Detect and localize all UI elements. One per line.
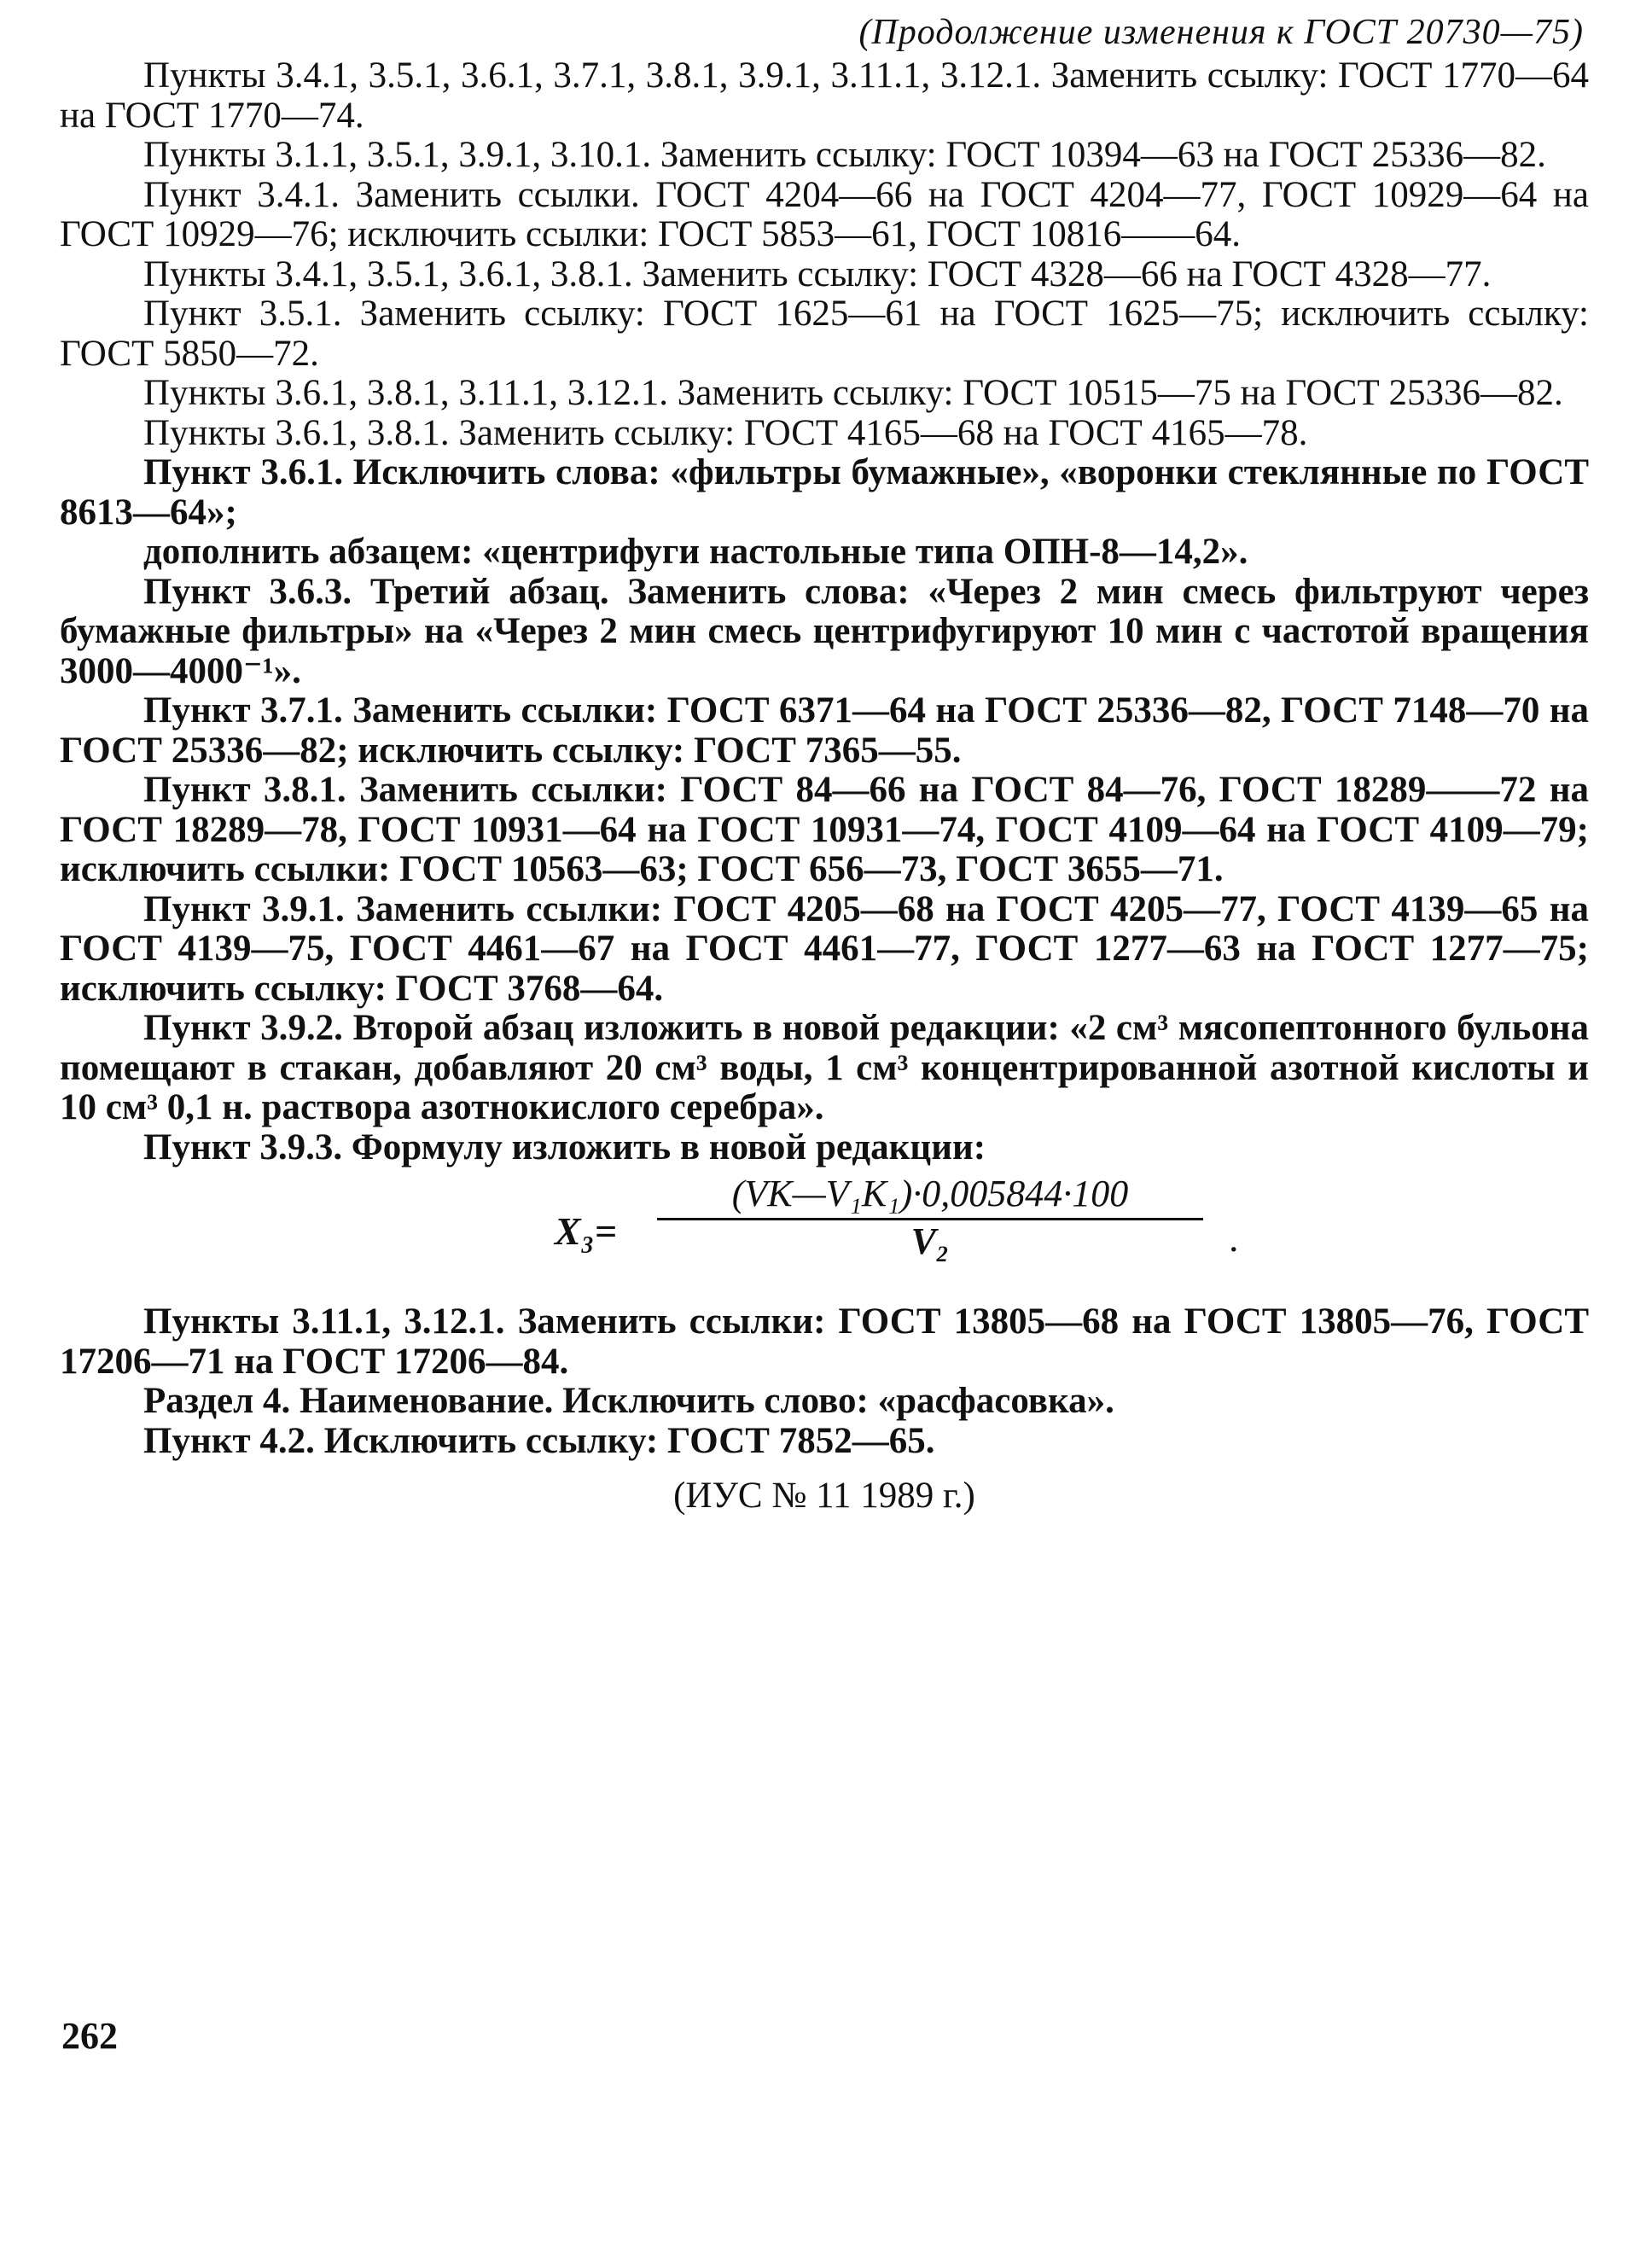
paragraph-item-10: Пункт 3.6.3. Третий абзац. Заменить слова: «Через 2 мин смесь фильтруют через бумажные фильтры» на «Через 2 мин смесь центрифугируют 10 мин с частотой вращения 3000—4000⁻¹». <box>60 571 1589 691</box>
paragraph-item-14: Пункт 3.9.2. Второй абзац изложить в новой редакции: «2 см³ мясопептонного бульона помещают в стакан, добавляют 20 см³ воды, 1 см³ концентрированной азотной кислоты и 10 см³ 0,1 н. раствора азотнокислого серебра». <box>60 1008 1589 1127</box>
paragraph-item-8: Пункт 3.6.1. Исключить слова: «фильтры бумажные», «воронки стеклянные по ГОСТ 8613—64»; <box>60 452 1589 533</box>
formula-denominator: V₂ <box>910 1220 950 1262</box>
document-body <box>60 56 1589 1517</box>
formula-lhs: X₃= <box>555 1209 617 1253</box>
paragraph-item-11: Пункт 3.7.1. Заменить ссылки: ГОСТ 6371—64 на ГОСТ 25336—82, ГОСТ 7148—70 на ГОСТ 25336—82; исключить ссылку: ГОСТ 7365—55. <box>60 690 1589 771</box>
paragraph-after-3: Пункт 4.2. Исключить ссылку: ГОСТ 7852—65. <box>143 1420 935 1461</box>
paragraph-item-15: Пункт 3.9.3. Формулу изложить в новой редакции: <box>143 1127 986 1167</box>
running-header: (Продолжение изменения к ГОСТ 20730—75) <box>858 13 1584 52</box>
paragraph-item-7: Пункты 3.6.1, 3.8.1. Заменить ссылку: ГОСТ 4165—68 на ГОСТ 4165—78. <box>143 412 1308 453</box>
paragraph-after-1: Пункты 3.11.1, 3.12.1. Заменить ссылки: ГОСТ 13805—68 на ГОСТ 13805—76, ГОСТ 17206—71 на ГОСТ 17206—84. <box>60 1301 1589 1382</box>
paragraph-item-2: Пункты 3.1.1, 3.5.1, 3.9.1, 3.10.1. Заменить ссылку: ГОСТ 10394—63 на ГОСТ 25336—82. <box>143 135 1546 175</box>
paragraph-item-13: Пункт 3.9.1. Заменить ссылки: ГОСТ 4205—68 на ГОСТ 4205—77, ГОСТ 4139—65 на ГОСТ 4139—75, ГОСТ 4461—67 на ГОСТ 4461—77, ГОСТ 1277—63 на ГОСТ 1277—75; исключить ссылку: ГОСТ 3768—64. <box>60 888 1589 1009</box>
paragraph-item-6: Пункты 3.6.1, 3.8.1, 3.11.1, 3.12.1. Заменить ссылку: ГОСТ 10515—75 на ГОСТ 25336—82. <box>143 373 1563 413</box>
page-number: 262 <box>61 2015 118 2057</box>
formula-numerator: (VK—V₁K₁)·0,005844·100 <box>657 1174 1203 1220</box>
formula-fraction <box>657 1174 1203 1261</box>
paragraph-item-9: дополнить абзацем: «центрифуги настольные типа ОПН-8—14,2». <box>143 532 1248 572</box>
paragraph-item-12: Пункт 3.8.1. Заменить ссылки: ГОСТ 84—66 на ГОСТ 84—76, ГОСТ 18289——72 на ГОСТ 18289—78, ГОСТ 10931—64 на ГОСТ 10931—74, ГОСТ 4109—64 на ГОСТ 4109—79; исключить ссылки: ГОСТ 10563—63; ГОСТ 656—73, ГОСТ 3655—71. <box>60 770 1589 889</box>
publication-reference: (ИУС № 11 1989 г.) <box>673 1476 975 1516</box>
paragraph-item-5: Пункт 3.5.1. Заменить ссылку: ГОСТ 1625—61 на ГОСТ 1625—75; исключить ссылку: ГОСТ 5850—72. <box>60 294 1589 374</box>
paragraph-item-3: Пункт 3.4.1. Заменить ссылки. ГОСТ 4204—66 на ГОСТ 4204—77, ГОСТ 10929—64 на ГОСТ 10929—76; исключить ссылки: ГОСТ 5853—61, ГОСТ 10816——64. <box>60 174 1589 254</box>
formula-block <box>60 1174 1589 1302</box>
paragraph-item-1: Пункты 3.4.1, 3.5.1, 3.6.1, 3.7.1, 3.8.1, 3.9.1, 3.11.1, 3.12.1. Заменить ссылку: ГОСТ 1770—64 на ГОСТ 1770—74. <box>60 55 1589 136</box>
paragraph-after-2: Раздел 4. Наименование. Исключить слово: «расфасовка». <box>143 1381 1114 1421</box>
paragraph-item-4: Пункты 3.4.1, 3.5.1, 3.6.1, 3.8.1. Заменить ссылку: ГОСТ 4328—66 на ГОСТ 4328—77. <box>143 253 1492 294</box>
formula-trailing-period: . <box>1229 1216 1239 1260</box>
